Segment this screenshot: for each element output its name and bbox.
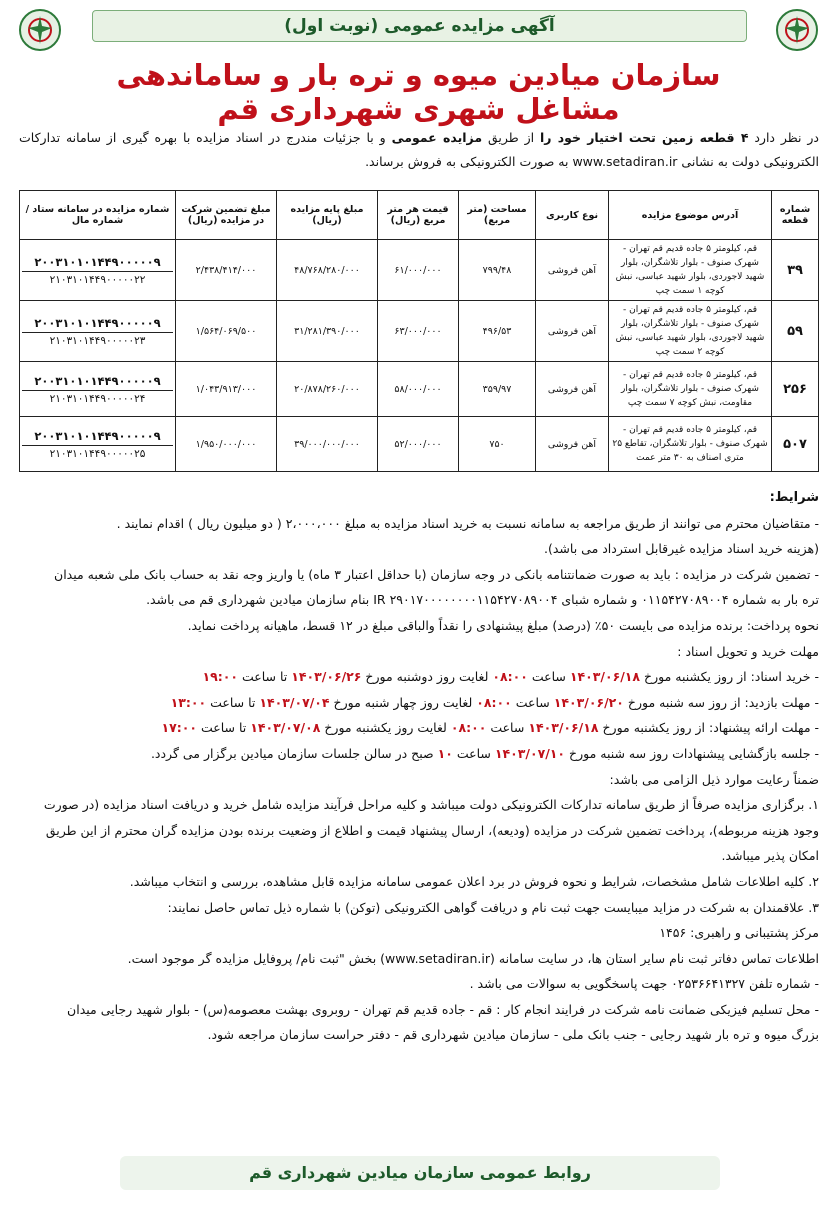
schedule-date: ۱۴۰۳/۰۷/۰۴: [259, 694, 330, 710]
lot-base-price: ۲۰/۸۷۸/۲۶۰/۰۰۰: [277, 362, 378, 417]
property-number: ۲۱۰۳۱۰۱۴۴۹۰۰۰۰۰۲۵: [49, 447, 146, 460]
condition-line: ۲. کلیه اطلاعات شامل مشخصات، شرایط و نحوه فروش در برد اعلان عمومی سامانه مزایده قابل مشاهده، بررسی و انتخاب میباشد.: [129, 873, 819, 889]
schedule-text: لغایت روز دوشنبه مورخ: [361, 669, 493, 685]
col-header: مبلغ تضمین شرکت در مزایده (ریال): [176, 191, 277, 240]
schedule-time: ۱۳:۰۰: [170, 694, 207, 710]
lot-use: آهن فروشی: [536, 417, 609, 472]
lot-base-price: ۳۹/۰۰۰/۰۰۰/۰۰۰: [277, 417, 378, 472]
footer-signature: روابط عمومی سازمان میادین شهرداری قم: [120, 1156, 720, 1190]
lot-area: ۴۹۶/۵۳: [459, 301, 536, 362]
lot-auction-ids: [20, 301, 176, 362]
notice-subtitle: آگهی مزایده عمومی (نوبت اول): [92, 10, 747, 42]
condition-line: نحوه پرداخت: برنده مزایده می بایست ۵۰٪ (درصد) مبلغ پیشنهادی را نقداً والباقی مبلغ در ۱۲ قسط، ماهیانه پرداخت نماید.: [187, 617, 819, 633]
lot-price-per-meter: ۵۸/۰۰۰/۰۰۰: [378, 362, 459, 417]
auction-number: ۲۰۰۳۱۰۱۰۱۴۴۹۰۰۰۰۰۹: [22, 372, 173, 391]
lot-guarantee: ۱/۹۵۰/۰۰۰/۰۰۰: [176, 417, 277, 472]
table-row: [20, 240, 819, 301]
col-header: شماره مزایده در سامانه ستاد / شماره مال: [20, 191, 176, 240]
schedule-text: ساعت: [486, 720, 529, 736]
condition-line: (هزینه خرید اسناد مزایده غیرقابل استرداد می باشد).: [544, 541, 819, 557]
schedule-text: تا ساعت: [206, 694, 260, 710]
lot-number: ۵۹: [772, 301, 819, 362]
property-number: ۲۱۰۳۱۰۱۴۴۹۰۰۰۰۰۲۲: [49, 273, 146, 286]
lot-base-price: ۳۱/۲۸۱/۳۹۰/۰۰۰: [277, 301, 378, 362]
lot-area: ۳۵۹/۹۷: [459, 362, 536, 417]
condition-line: وجود هزینه مربوطه)، پرداخت تضمین شرکت در مزایده (ودیعه)، ارسال پیشنهاد قیمت و اطلاع از وضعیت برنده بودن مزایده گران محترم از این طریق: [45, 822, 819, 838]
property-number: ۲۱۰۳۱۰۱۴۴۹۰۰۰۰۰۲۴: [49, 392, 146, 405]
lot-price-per-meter: ۵۲/۰۰۰/۰۰۰: [378, 417, 459, 472]
conditions-title: شرایط:: [769, 490, 819, 505]
lot-address: قم، کیلومتر ۵ جاده قدیم قم تهران - شهرک صنوف - بلوار تلاشگران، بلوار شهید لاجوردی، بلوار شهید عباسی، نبش کوچه ۱ سمت چپ: [609, 240, 772, 301]
lot-area: ۷۹۹/۴۸: [459, 240, 536, 301]
municipality-logo-icon: [775, 8, 819, 52]
condition-line: - شماره تلفن ۰۲۵۳۶۶۴۱۳۲۷ جهت پاسخگویی به سوالات می باشد .: [469, 976, 819, 992]
condition-line: مهلت خرید و تحویل اسناد :: [677, 643, 819, 659]
condition-line: بزرگ میوه و تره بار شهید رجایی - جنب بانک ملی - سازمان میادین شهرداری قم - دفتر حراست سازمان مراجعه شود.: [207, 1027, 819, 1043]
schedule-time: ۱۷:۰۰: [161, 720, 197, 736]
schedule-time: ۱۹:۰۰: [202, 669, 238, 685]
lot-address: قم، کیلومتر ۵ جاده قدیم قم تهران - شهرک صنوف - بلوار تلاشگران، بلوار شهید لاجوردی، بلوار شهید عباسی، نبش کوچه ۲ سمت چپ: [609, 301, 772, 362]
lot-auction-ids: [20, 362, 176, 417]
schedule-date: ۱۴۰۳/۰۶/۲۰: [553, 694, 624, 710]
auction-number: ۲۰۰۳۱۰۱۰۱۴۴۹۰۰۰۰۰۹: [22, 253, 173, 272]
lot-number: ۵۰۷: [772, 417, 819, 472]
schedule-text: لغایت روز یکشنبه مورخ: [320, 720, 451, 736]
property-number: ۲۱۰۳۱۰۱۴۴۹۰۰۰۰۰۲۳: [49, 334, 146, 347]
schedule-text: تا ساعت: [238, 669, 292, 685]
schedule-time: ۰۸:۰۰: [476, 694, 512, 710]
lot-area: ۷۵۰: [459, 417, 536, 472]
table-row: [20, 362, 819, 417]
schedule-date: ۱۴۰۳/۰۶/۲۶: [291, 669, 362, 685]
col-header: شماره قطعه: [772, 191, 819, 240]
condition-line: ضمناً رعایت موارد ذیل الزامی می باشد:: [609, 771, 819, 787]
schedule-text: ساعت: [527, 669, 570, 685]
lot-address: قم، کیلومتر ۵ جاده قدیم قم تهران - شهرک صنوف - بلوار تلاشگران، بلوار مقاومت، نبش کوچه ۷ سمت چپ: [609, 362, 772, 417]
schedule-time: ۱۰: [437, 745, 453, 761]
intro-bold: ۴ قطعه زمین تحت اختیار خود را: [539, 130, 749, 145]
col-header: قیمت هر متر مربع (ریال): [378, 191, 459, 240]
schedule-time: ۰۸:۰۰: [450, 720, 487, 736]
lot-guarantee: ۱/۵۶۴/۰۶۹/۵۰۰: [176, 301, 277, 362]
schedule-text: - مهلت بازدید: از روز سه شنبه مورخ: [623, 694, 819, 710]
schedule-text: صبح در سالن جلسات سازمان میادین برگزار می گردد.: [150, 745, 438, 761]
schedule-date: ۱۴۰۳/۰۶/۱۸: [569, 669, 641, 685]
schedule-text: - مهلت ارائه پیشنهاد: از روز یکشنبه مورخ: [598, 720, 819, 736]
condition-line: مرکز پشتیبانی و راهبری: ۱۴۵۶: [659, 925, 819, 941]
condition-line: امکان پذیر میباشد.: [721, 848, 819, 864]
schedule-text: تا ساعت: [196, 720, 251, 736]
condition-line: - محل تسلیم فیزیکی ضمانت نامه شرکت در فرایند انجام کار : قم - جاده قدیم قم تهران - روبروی بهشت معصومه(س) - بلوار شهید رجایی میدان: [67, 1001, 819, 1017]
schedule-time: ۰۸:۰۰: [492, 669, 528, 685]
schedule-line: [16, 715, 819, 741]
lot-price-per-meter: ۶۳/۰۰۰/۰۰۰: [378, 301, 459, 362]
lot-auction-ids: [20, 240, 176, 301]
schedule-text: ساعت: [452, 745, 495, 761]
schedule-line: [16, 741, 819, 767]
condition-line: ۳. علاقمندان به شرکت در مزاید میبایست جهت ثبت نام و دریافت گواهی الکترونیکی (توکن) با شماره ذیل تماس حاصل نمایند:: [167, 899, 819, 915]
table-row: [20, 417, 819, 472]
condition-line: - متقاضیان محترم می توانند از طریق مراجعه به سامانه نسبت به خرید اسناد مزایده به مبلغ ۲،۰۰۰،۰۰۰ ( دو میلیون ریال ) اقدام نمایند .: [116, 515, 819, 531]
condition-line: ۱. برگزاری مزایده صرفاً از طریق سامانه تدارکات الکترونیکی دولت میباشد و کلیه مراحل فرآیند مزایده شامل خرید و دریافت اسناد مزایده (در صورت: [43, 797, 819, 813]
auction-number: ۲۰۰۳۱۰۱۰۱۴۴۹۰۰۰۰۰۹: [22, 314, 173, 333]
lot-guarantee: ۲/۴۳۸/۴۱۴/۰۰۰: [176, 240, 277, 301]
lots-table: [19, 190, 819, 472]
lot-auction-ids: [20, 417, 176, 472]
col-header: نوع کاربری: [536, 191, 609, 240]
lot-guarantee: ۱/۰۴۳/۹۱۳/۰۰۰: [176, 362, 277, 417]
col-header: آدرس موضوع مزایده: [609, 191, 772, 240]
lot-base-price: ۴۸/۷۶۸/۲۸۰/۰۰۰: [277, 240, 378, 301]
lot-address: قم، کیلومتر ۵ جاده قدیم قم تهران - شهرک صنوف - بلوار تلاشگران، تقاطع ۲۵ متری اصناف به ۳۰ متر عمت: [609, 417, 772, 472]
condition-line: تره بار به شماره ۰۱۱۵۴۲۷۰۸۹۰۰۴ و شماره شبای IR ۲۹۰۱۷۰۰۰۰۰۰۰۰۱۱۵۴۲۷۰۸۹۰۰۴ بنام سازمان میادین شهرداری قم می باشد.: [146, 592, 819, 608]
schedule-line: [16, 690, 819, 716]
col-header: مساحت (متر مربع): [459, 191, 536, 240]
intro-text: از طریق: [482, 130, 540, 145]
intro-paragraph: [19, 126, 819, 174]
schedule-text: - خرید اسناد: از روز یکشنبه مورخ: [640, 669, 819, 685]
page-title: سازمان میادین میوه و تره بار و ساماندهی مشاغل شهری شهرداری قم: [116, 58, 721, 126]
condition-line: اطلاعات تماس دفاتر ثبت نام سایر استان ها، در سایت سامانه (www.setadiran.ir) بخش "ثبت نام/ پروفایل مزایده گر موجود است.: [127, 950, 819, 966]
schedule-text: ساعت: [511, 694, 554, 710]
table-row: [20, 301, 819, 362]
table-header-row: [20, 191, 819, 240]
condition-line: - تضمین شرکت در مزایده : باید به صورت ضمانتنامه بانکی در وجه سازمان (با حداقل اعتبار ۳ ماه) یا واریز وجه نقد به حساب بانک ملی شعبه میدان: [54, 566, 819, 582]
schedule-date: ۱۴۰۳/۰۷/۰۸: [250, 720, 321, 736]
schedule-text: - جلسه بازگشایی پیشنهادات روز سه شنبه مورخ: [565, 745, 819, 761]
municipality-logo-icon: [18, 8, 62, 52]
intro-text: و با جزئیات مندرج در اسناد مزایده با بهره گیری از سامانه تدارکات الکترونیکی دولت به نشانی www.setadiran.ir به صورت الکترونیکی به فروش برساند.: [19, 130, 819, 169]
lot-use: آهن فروشی: [536, 240, 609, 301]
lot-number: ۲۵۶: [772, 362, 819, 417]
lot-number: ۳۹: [772, 240, 819, 301]
auction-number: ۲۰۰۳۱۰۱۰۱۴۴۹۰۰۰۰۰۹: [22, 427, 173, 446]
col-header: مبلغ پایه مزایده (ریال): [277, 191, 378, 240]
lot-use: آهن فروشی: [536, 301, 609, 362]
conditions-section: [16, 485, 819, 1048]
lot-price-per-meter: ۶۱/۰۰۰/۰۰۰: [378, 240, 459, 301]
schedule-line: [16, 664, 819, 690]
lot-use: آهن فروشی: [536, 362, 609, 417]
intro-text: در نظر دارد: [748, 130, 819, 145]
schedule-date: ۱۴۰۳/۰۶/۱۸: [528, 720, 599, 736]
schedule-text: لغایت روز چهار شنبه مورخ: [329, 694, 477, 710]
intro-bold: مزایده عمومی: [391, 130, 483, 145]
schedule-date: ۱۴۰۳/۰۷/۱۰: [494, 745, 566, 761]
